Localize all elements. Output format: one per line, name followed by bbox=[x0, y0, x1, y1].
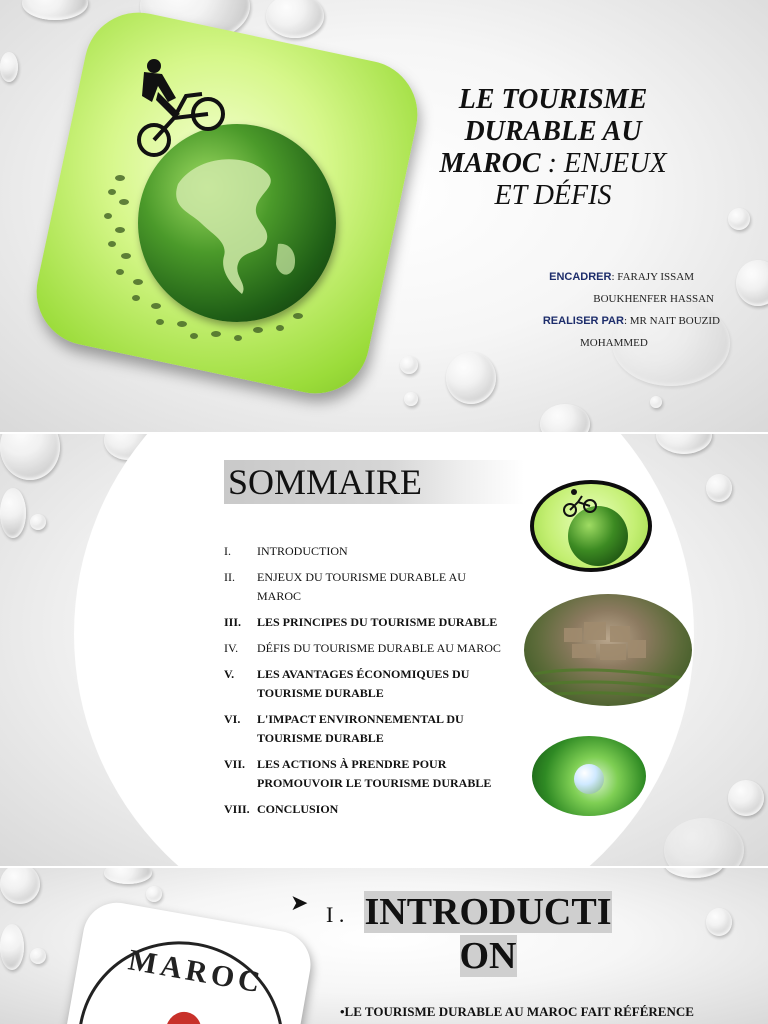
toc-number: V. bbox=[224, 667, 235, 681]
encadrer-value: : FARAJY ISSAM bbox=[611, 271, 694, 283]
toc-item[interactable] bbox=[224, 755, 504, 793]
heading-line: INTRODUCTI bbox=[364, 891, 612, 933]
water-drop bbox=[0, 488, 26, 538]
toc-text: LES ACTIONS À PRENDRE POUR PROMOUVOIR LE TOURISME DURABLE bbox=[257, 757, 492, 790]
section-heading bbox=[346, 890, 630, 978]
water-drop bbox=[30, 948, 46, 964]
toc-number: III. bbox=[224, 615, 242, 629]
toc-text: ENJEUX DU TOURISME DURABLE AU MAROC bbox=[257, 570, 466, 603]
water-drop bbox=[446, 352, 496, 404]
summary-heading: SOMMAIRE bbox=[224, 460, 524, 504]
cyclist-icon bbox=[124, 56, 234, 166]
heading-line: ON bbox=[459, 935, 517, 977]
toc-text: DÉFIS DU TOURISME DURABLE AU MAROC bbox=[257, 641, 501, 655]
water-drop bbox=[656, 434, 712, 454]
toc-text: L'IMPACT ENVIRONNEMENTAL DU TOURISME DURABLE bbox=[257, 712, 464, 745]
encadrer-value: BOUKHENFER HASSAN bbox=[593, 293, 714, 305]
water-drop bbox=[540, 404, 590, 432]
globe-thumbnail bbox=[530, 480, 652, 572]
realiser-label: REALISER PAR bbox=[542, 315, 624, 327]
presentation-title bbox=[418, 84, 688, 212]
toc-number: IV. bbox=[224, 641, 239, 655]
toc-item[interactable] bbox=[224, 568, 504, 606]
summary-slide bbox=[0, 434, 768, 866]
water-drop bbox=[0, 924, 24, 970]
water-drop bbox=[664, 818, 744, 866]
maroc-logo bbox=[58, 897, 316, 1024]
village-photo bbox=[524, 594, 692, 706]
toc-item[interactable] bbox=[224, 665, 504, 703]
logo-text: MAROC bbox=[125, 943, 267, 1000]
water-drop bbox=[706, 474, 732, 502]
water-drop bbox=[404, 392, 418, 406]
water-drop bbox=[22, 0, 88, 20]
water-drop bbox=[650, 396, 662, 408]
water-drop bbox=[0, 434, 60, 480]
water-drop bbox=[266, 0, 324, 38]
water-drop bbox=[706, 908, 732, 936]
toc-number: VIII. bbox=[224, 802, 250, 816]
credit-row bbox=[480, 310, 720, 332]
encadrer-label: ENCADRER bbox=[549, 271, 612, 283]
toc-text: LES PRINCIPES DU TOURISME DURABLE bbox=[257, 615, 498, 629]
water-drop bbox=[736, 260, 768, 306]
toc-item[interactable] bbox=[224, 639, 504, 658]
toc-item[interactable] bbox=[224, 710, 504, 748]
toc-text: LES AVANTAGES ÉCONOMIQUES DU TOURISME DURABLE bbox=[257, 667, 470, 700]
water-drop bbox=[400, 356, 418, 374]
toc-item[interactable] bbox=[224, 542, 504, 561]
title-slide bbox=[0, 0, 768, 432]
toc-text: INTRODUCTION bbox=[257, 544, 348, 558]
toc-text: CONCLUSION bbox=[257, 802, 339, 816]
water-drop bbox=[664, 868, 724, 878]
toc-item[interactable] bbox=[224, 800, 504, 819]
water-drop bbox=[146, 886, 162, 902]
intro-body-text: •LE TOURISME DURABLE AU MAROC FAIT RÉFÉRENCE bbox=[340, 1004, 694, 1019]
credits-block bbox=[480, 266, 720, 354]
section-number: I . bbox=[326, 902, 345, 927]
globe-icon bbox=[574, 764, 604, 794]
introduction-slide bbox=[0, 868, 768, 1024]
title-line: ET DÉFIS bbox=[494, 180, 612, 211]
title-line bbox=[418, 148, 688, 180]
water-drop bbox=[0, 868, 40, 904]
toc-number: VII. bbox=[224, 757, 246, 771]
realiser-value: MOHAMMED bbox=[580, 337, 648, 349]
water-drop bbox=[0, 52, 18, 82]
toc-number: VI. bbox=[224, 712, 241, 726]
nature-globe-photo bbox=[532, 736, 646, 816]
arrow-bullet-icon: ➤ bbox=[290, 890, 309, 915]
title-line: DURABLE AU bbox=[464, 116, 642, 147]
table-of-contents bbox=[224, 542, 504, 826]
toc-number: II. bbox=[224, 570, 235, 584]
title-line: LE TOURISME bbox=[458, 84, 648, 115]
realiser-value: : MR NAIT BOUZID bbox=[623, 315, 720, 327]
water-drop bbox=[728, 208, 750, 230]
water-drop bbox=[728, 780, 764, 816]
toc-number: I. bbox=[224, 544, 231, 558]
title-line-rest: : ENJEUX bbox=[540, 148, 667, 179]
toc-item[interactable] bbox=[224, 613, 504, 632]
title-emphasis: MAROC bbox=[439, 148, 541, 179]
water-drop bbox=[30, 514, 46, 530]
water-drop bbox=[104, 868, 152, 884]
credit-row bbox=[480, 266, 720, 288]
cyclist-icon bbox=[562, 488, 598, 518]
